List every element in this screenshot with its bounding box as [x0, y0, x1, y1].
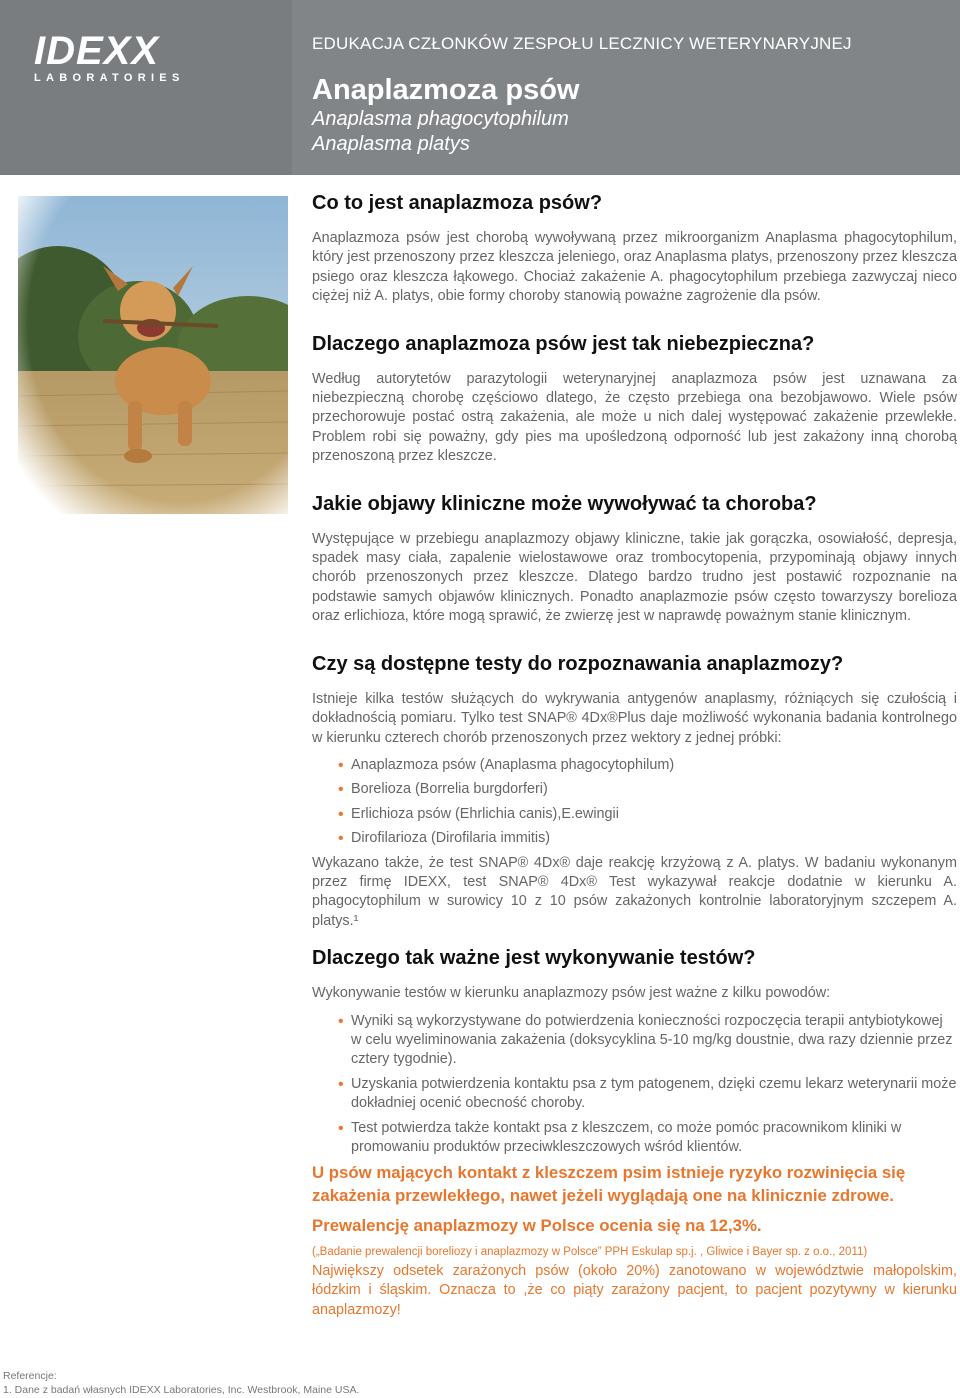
heading-symptoms: Jakie objawy kliniczne może wywoływać ta choroba? [312, 492, 817, 515]
highlight-risk: U psów mających kontakt z kleszczem psim istnieje ryzyko rozwinięcia się zakażenia przewlekłego, nawet jeżeli wyglądają one na klinicznie zdrowe. [312, 1163, 906, 1205]
page-title: Anaplazmoza psów [312, 74, 580, 106]
list-item: • Uzyskania potwierdzenia kontaktu psa z tym patogenem, dzięki czemu lekarz weterynarii może dokładniej ocenić obecność choroby. [324, 1075, 957, 1114]
heading-tests: Czy są dostępne testy do rozpoznawania anaplazmozy? [312, 652, 844, 675]
paragraph-why-test: Wykonywanie testów w kierunku anaplazmozy psów jest ważne z kilku powodów: [312, 985, 831, 1002]
subtitle-1: Anaplasma phagocytophilum [312, 108, 569, 130]
reference-item: 1. Dane z badań własnych IDEXX Laboratories, Inc. Westbrook, Maine USA. [3, 1384, 360, 1396]
highlight-prevalence: Prewalencję anaplazmozy w Polsce ocenia się na 12,3%. [312, 1216, 762, 1236]
heading-what-is: Co to jest anaplazmoza psów? [312, 192, 603, 214]
dog-photo [18, 196, 288, 514]
idexx-logo [34, 29, 185, 84]
why-test-list [324, 1012, 957, 1158]
paragraph-tests-2: Wykazano także, że test SNAP® 4Dx® daje reakcję krzyżową z A. platys. W badaniu wykonanym przez firmę IDEXX, test SNAP® 4Dx® Test wykazywał reakcje dodatnie w kierunku A. phagocytophilum w surowicy 10 z 10 psów zakażonych kontrolnie laboratoryjnym szczepem A. platys.¹ [312, 854, 957, 929]
article-content [312, 190, 957, 1320]
heading-why-test: Dlaczego tak ważne jest wykonywanie testów? [312, 947, 756, 970]
subtitle-2: Anaplasma platys [312, 133, 470, 155]
list-item: • Borelioza (Borrelia burgdorferi) [324, 780, 957, 799]
tests-list [324, 756, 957, 849]
edu-label: EDUKACJA CZŁONKÓW ZESPOŁU LECZNICY WETERYNARYJNEJ [312, 34, 852, 53]
list-item: • Erlichioza psów (Ehrlichia canis),E.ewingii [324, 805, 957, 824]
list-item: • Dirofilarioza (Dirofilaria immitis) [324, 829, 957, 848]
list-item: • Test potwierdza także kontakt psa z kleszczem, co może pomóc pracownikom kliniki w promowaniu produktów przeciwkleszczowych wśród klientów. [324, 1119, 957, 1158]
references-label: Referencje: [3, 1370, 57, 1382]
logo-word: IDEXX [34, 29, 160, 73]
paragraph-danger: Według autorytetów parazytologii weterynaryjnej anaplazmoza psów jest uznawana za niebezpieczną chorobę częściowo dlatego, że często przebiega ona bezobjawowo. Wiele psów przechorowuje postać ostrą zakażenia, ale może u nich dalej występować zakażenie przewlekłe. Problem robi się poważny, gdy pies ma upośledzoną odporność lub jest zakażony inną chorobą przenoszoną przez kleszcze. [312, 370, 957, 465]
header-banner [0, 0, 960, 175]
paragraph-tests: Istnieje kilka testów służących do wykrywania antygenów anaplasmy, różniących się czułością i dokładnością pomiaru. Tylko test SNAP® 4Dx®Plus daje możliwość wykonania badania kontrolnego w kierunku czterech chorób przenoszonych przez wektory z jednej próbki: [312, 690, 957, 746]
highlight-source: („Badanie prewalencji boreliozy i anaplazmozy w Polsce” PPH Eskulap sp.j. , Gliwice i Bayer sp. z o.o., 2011) [312, 1245, 868, 1258]
paragraph-what-is: Anaplazmoza psów jest chorobą wywoływaną przez mikroorganizm Anaplasma phagocytophilum, który jest przenoszony przez kleszcza jeleniego, oraz Anaplasma platys, przenoszony przez kleszcza psiego oraz kleszcza łąkowego. Chociaż zakażenie A. phagocytophilum przebiega zazwyczaj nieco ciężej niż A. platys, obie formy choroby stanowią poważne zagrożenie dla psów. [312, 230, 957, 305]
list-item: • Wyniki są wykorzystywane do potwierdzenia konieczności rozpoczęcia terapii antybiotykowej w celu wyeliminowania zakażenia (doksycyklina 5-10 mg/kg doustnie, dwa razy dziennie przez cztery tygodnie). [324, 1012, 957, 1070]
list-item: • Anaplazmoza psów (Anaplasma phagocytophilum) [324, 756, 957, 775]
heading-danger: Dlaczego anaplazmoza psów jest tak niebezpieczna? [312, 332, 815, 355]
paragraph-symptoms: Występujące w przebiegu anaplazmozy objawy kliniczne, takie jak gorączka, osowiałość, depresja, spadek masy ciała, zapalenie wielostawowe oraz trombocytopenia, przypominają objawy innych chorób przenoszonych przez kleszcze. Dlatego bardzo trudno jest postawić rozpoznanie na podstawie samych objawów klinicznych. Ponadto anaplazmozie psów często towarzyszy borelioza oraz erlichioza, które mogą sprawić, że zwierzę jest w naprawdę poważnym stanie klinicznym. [312, 530, 957, 625]
references [3, 1369, 359, 1397]
logo-sub: LABORATORIES [34, 72, 185, 84]
highlight-text: Największy odsetek zarażonych psów (około 20%) zanotowano w województwie małopolskim, łódzkim i śląskim. Oznacza to ,że co piąty zarażony pacjent, to pacjent pozytywny w kierunku anaplazmozy! [312, 1262, 957, 1318]
